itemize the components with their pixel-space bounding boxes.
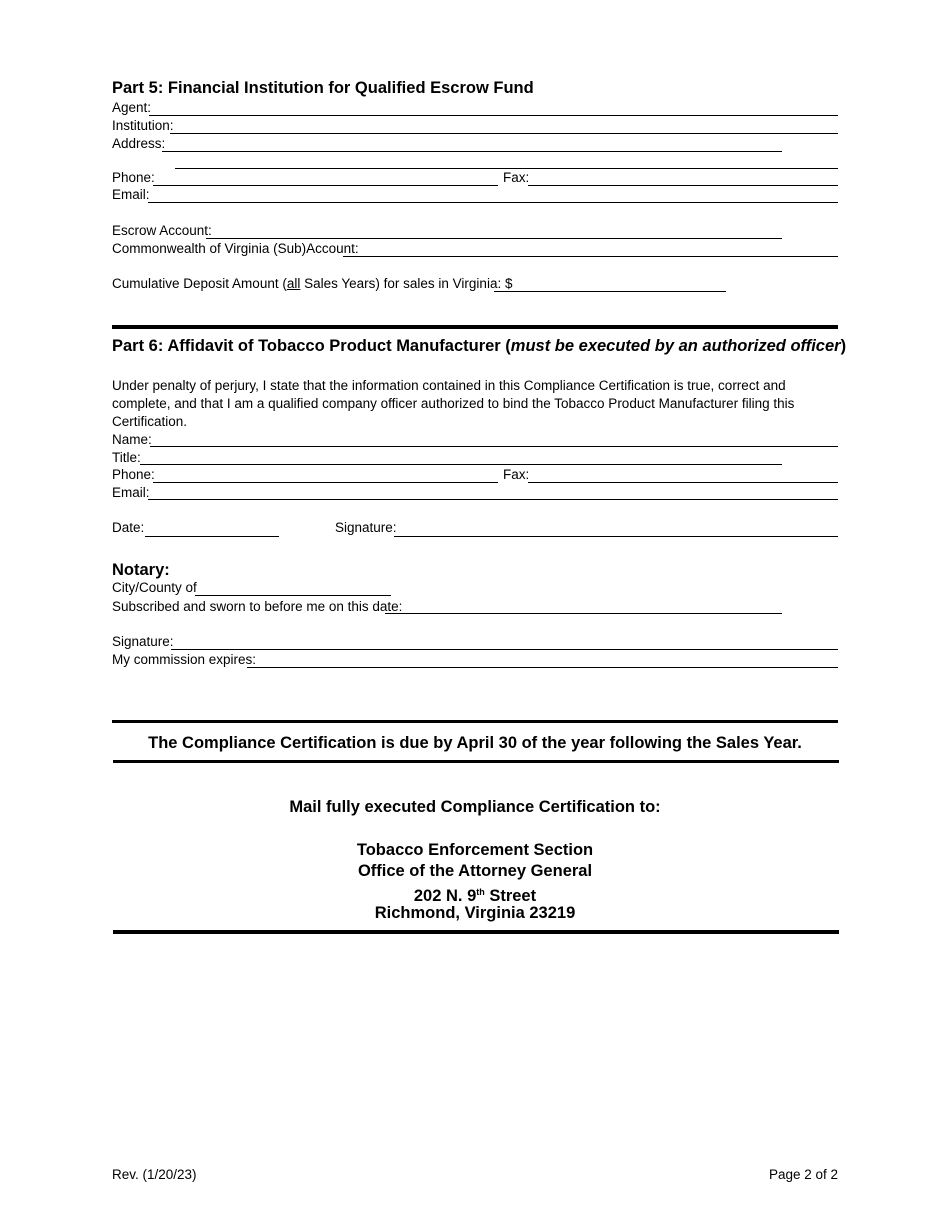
- commonwealth-account-field[interactable]: [343, 256, 838, 257]
- fax-field[interactable]: [528, 185, 838, 186]
- page-number: Page 2 of 2: [768, 1167, 838, 1182]
- institution-field[interactable]: [170, 133, 838, 134]
- officer-phone-field[interactable]: [153, 482, 498, 483]
- notary-heading: Notary:: [112, 561, 170, 579]
- officer-phone-label: Phone:: [112, 467, 155, 482]
- date-field[interactable]: [145, 536, 279, 537]
- commission-expires-label: My commission expires:: [112, 652, 257, 667]
- mail-line-city: Richmond, Virginia 23219: [374, 904, 576, 922]
- mail-heading: Mail fully executed Compliance Certification to:: [289, 798, 661, 816]
- notice-bottom-rule: [113, 760, 839, 763]
- officer-signature-label: Signature:: [335, 520, 397, 535]
- part6-heading: Part 6: Affidavit of Tobacco Product Manufacturer (must be executed by an authorized officer): [112, 337, 847, 355]
- title-label: Title:: [112, 450, 141, 465]
- officer-fax-label: Fax:: [503, 467, 530, 482]
- agent-field[interactable]: [149, 115, 838, 116]
- date-label: Date:: [112, 520, 145, 535]
- address-field[interactable]: [162, 151, 782, 152]
- name-field[interactable]: [150, 446, 838, 447]
- email-label: Email:: [112, 187, 150, 202]
- revision-date: Rev. (1/20/23): [112, 1167, 197, 1182]
- notice-top-rule: [112, 720, 838, 723]
- notary-signature-label: Signature:: [112, 634, 174, 649]
- city-county-label: City/County of: [112, 580, 197, 595]
- mail-line-street: 202 N. 9th Street: [413, 887, 537, 905]
- mail-bottom-rule: [113, 930, 839, 934]
- commission-expires-field[interactable]: [247, 667, 838, 668]
- subscribed-label: Subscribed and sworn to before me on this date:: [112, 599, 403, 614]
- officer-signature-field[interactable]: [394, 536, 838, 537]
- address-label: Address:: [112, 136, 166, 151]
- notary-signature-field[interactable]: [171, 649, 838, 650]
- name-label: Name:: [112, 432, 152, 447]
- agent-label: Agent:: [112, 100, 152, 115]
- commonwealth-account-label: Commonwealth of Virginia (Sub)Account:: [112, 241, 359, 256]
- due-date-notice: The Compliance Certification is due by April 30 of the year following the Sales Year.: [148, 734, 802, 752]
- section-divider: [112, 325, 838, 329]
- phone-label: Phone:: [112, 170, 155, 185]
- phone-field[interactable]: [153, 185, 498, 186]
- email-field[interactable]: [148, 202, 838, 203]
- mail-line-section: Tobacco Enforcement Section: [356, 841, 594, 859]
- address-field-line2[interactable]: [175, 168, 838, 169]
- officer-email-label: Email:: [112, 485, 150, 500]
- officer-email-field[interactable]: [148, 499, 838, 500]
- escrow-account-label: Escrow Account:: [112, 223, 212, 238]
- cumulative-deposit-label: Cumulative Deposit Amount (all Sales Years) for sales in Virginia: $: [112, 276, 513, 291]
- subscribed-date-field[interactable]: [385, 613, 782, 614]
- cumulative-deposit-field[interactable]: [494, 291, 726, 292]
- city-county-field[interactable]: [195, 595, 391, 596]
- part5-heading: Part 5: Financial Institution for Qualified Escrow Fund: [112, 79, 534, 97]
- mail-line-office: Office of the Attorney General: [357, 862, 593, 880]
- institution-label: Institution:: [112, 118, 174, 133]
- fax-label: Fax:: [503, 170, 530, 185]
- perjury-statement: Under penalty of perjury, I state that the information contained in this Compliance Certification is true, correct and complete, and that I am a qualified company officer authorized to bind the Tobacco Product Manufacturer filing this Certification.: [112, 378, 795, 429]
- officer-fax-field[interactable]: [528, 482, 838, 483]
- escrow-account-field[interactable]: [206, 238, 782, 239]
- title-field[interactable]: [140, 464, 782, 465]
